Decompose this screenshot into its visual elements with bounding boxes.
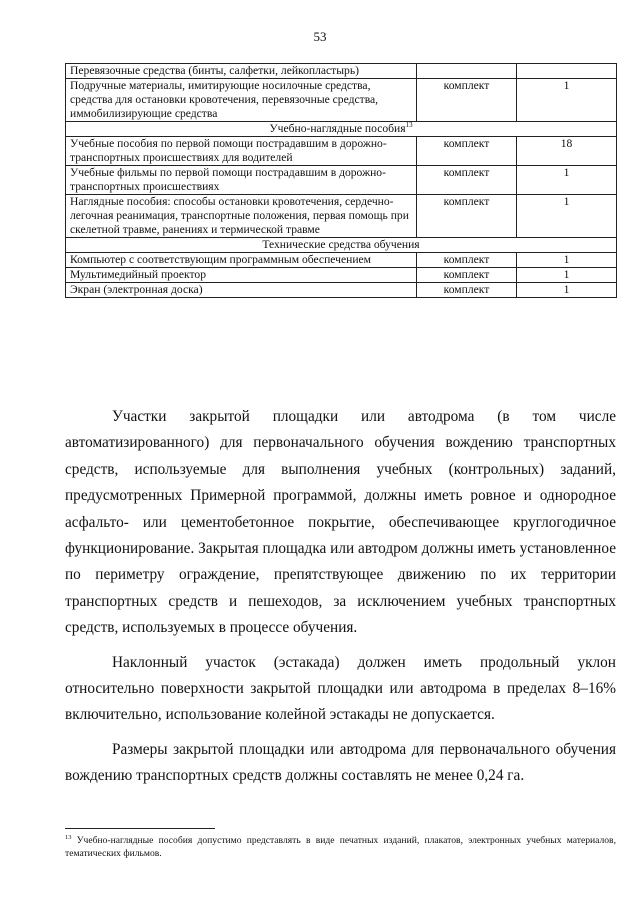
item-qty-cell: 1: [517, 195, 617, 238]
footnote-text: Учебно-наглядные пособия допустимо представлять в виде печатных изданий, плакатов, электронных учебных материалов, тематических фильмов.: [65, 835, 616, 859]
item-name-cell: Мультимедийный проектор: [66, 268, 417, 283]
table-row: [66, 64, 617, 79]
item-qty-cell: 1: [517, 253, 617, 268]
item-qty-cell: 1: [517, 79, 617, 122]
equipment-table: [65, 63, 617, 298]
item-name-cell: Подручные материалы, имитирующие носилочные средства, средства для остановки кровотечения, перевязочные средства, иммобилизирующие средства: [66, 79, 417, 122]
body-text: [65, 404, 616, 790]
table-row: [66, 195, 617, 238]
item-unit-cell: комплект: [417, 253, 517, 268]
equipment-table-body: [66, 64, 617, 298]
item-unit-cell: комплект: [417, 79, 517, 122]
footnote-number: 13: [65, 833, 72, 841]
item-unit-cell: комплект: [417, 283, 517, 298]
item-name-cell: Учебные пособия по первой помощи пострадавшим в дорожно-транспортных происшествиях для водителей: [66, 137, 417, 166]
table-row: [66, 283, 617, 298]
section-heading-text: Учебно-наглядные пособия: [269, 122, 406, 135]
section-heading: [66, 122, 617, 137]
item-qty-cell: [517, 64, 617, 79]
table-row: [66, 166, 617, 195]
paragraph-site-size: Размеры закрытой площадки или автодрома для первоначального обучения вождению транспортных средств должны составлять не менее 0,24 га.: [65, 740, 616, 785]
item-unit-cell: [417, 64, 517, 79]
footnote-reference: 13: [405, 121, 413, 130]
table-section-row: [66, 238, 617, 253]
item-qty-cell: 1: [517, 166, 617, 195]
footnote-divider: [65, 828, 215, 829]
page-number: 53: [313, 29, 327, 44]
item-name-cell: Учебные фильмы по первой помощи пострадавшим в дорожно-транспортных происшествиях: [66, 166, 417, 195]
table-row: [66, 253, 617, 268]
table-section-row: [66, 122, 617, 137]
item-name-cell: Наглядные пособия: способы остановки кровотечения, сердечно-легочная реанимация, транспортные положения, первая помощь при скелетной травме, ранениях и термической травме: [66, 195, 417, 238]
item-qty-cell: 1: [517, 268, 617, 283]
item-qty-cell: 1: [517, 283, 617, 298]
section-heading-text: Технические средства обучения: [262, 238, 420, 251]
paragraph-site-requirements: Участки закрытой площадки или автодрома (в том числе автоматизированного) для первоначального обучения вождению транспортных средств, используемые для выполнения учебных (контрольных) заданий, предусмотренных Примерной программой, должны иметь ровное и однородное асфальто- или цементобетонное покрытие, обеспечивающее круглогодичное функционирование. Закрытая площадка или автодром должны иметь установленное по периметру ограждение, препятствующее движению по их территории транспортных средств и пешеходов, за исключением учебных транспортных средств, используемых в процессе обучения.: [65, 408, 616, 637]
item-unit-cell: комплект: [417, 268, 517, 283]
item-unit-cell: комплект: [417, 166, 517, 195]
item-unit-cell: комплект: [417, 137, 517, 166]
item-qty-cell: 18: [517, 137, 617, 166]
item-name-cell: Перевязочные средства (бинты, салфетки, лейкопластырь): [66, 64, 417, 79]
footnote: [65, 834, 616, 860]
table-row: [66, 268, 617, 283]
table-row: [66, 79, 617, 122]
item-name-cell: Компьютер с соответствующим программным обеспечением: [66, 253, 417, 268]
item-unit-cell: комплект: [417, 195, 517, 238]
item-name-cell: Экран (электронная доска): [66, 283, 417, 298]
table-row: [66, 137, 617, 166]
paragraph-ramp-slope: Наклонный участок (эстакада) должен иметь продольный уклон относительно поверхности закрытой площадки или автодрома в пределах 8–16% включительно, использование колейной эстакады не допускается.: [65, 653, 616, 724]
section-heading: [66, 238, 617, 253]
